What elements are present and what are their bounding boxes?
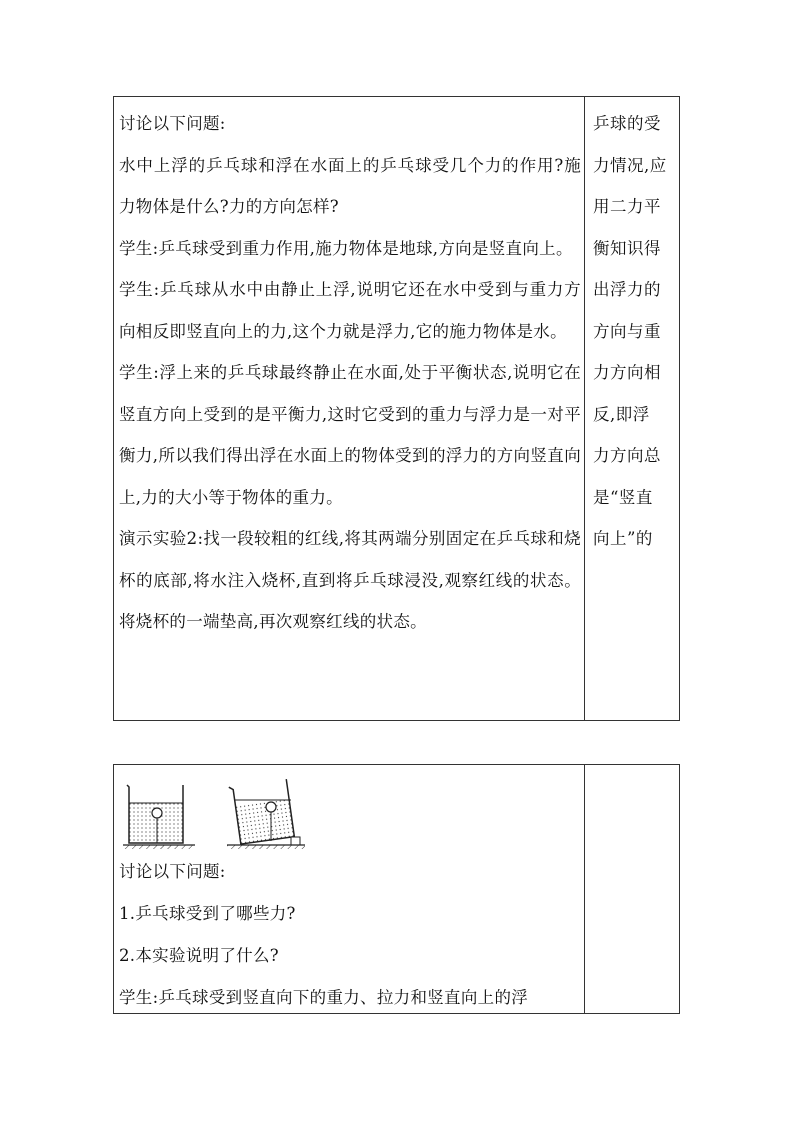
side-note-column [585,765,679,1013]
side-note-line: 乒球的受 [593,114,661,133]
main-column [114,97,585,720]
experiment-2-paragraph: 演示实验2:找一段较粗的红线,将其两端分别固定在乒乓球和烧杯的底部,将水注入烧杯,直到将乒乓球浸没,观察红线的状态。将烧杯的一端垫高,再次观察红线的状态。 [119,529,581,631]
side-note-line: 力方向相 [593,363,661,382]
discussion-heading: 讨论以下问题: [119,862,226,881]
side-note-line: 是“竖直 [593,487,653,507]
side-note-line: 衡知识得 [593,238,661,258]
upright-beaker [123,785,195,849]
side-note-line: 方向与重 [593,321,661,341]
discussion-heading: 讨论以下问题: [119,114,226,133]
student-answer-3: 学生:浮上来的乒乓球最终静止在水面,处于平衡状态,说明它在竖直方向上受到的是平衡力,这时它受到的重力与浮力是一对平衡力,所以我们得出浮在水面上的物体受到的浮力的方向竖直向上,力的大小等于物体的重力。 [119,363,581,507]
student-answer-2: 学生:乒乓球从水中由静止上浮,说明它还在水中受到与重力方向相反即竖直向上的力,这个力就是浮力,它的施力物体是水。 [119,280,581,341]
side-note-line: 反,即浮 [593,404,650,424]
side-note-line: 力情况,应 [593,155,667,175]
side-note-line: 出浮力的 [593,280,661,299]
side-note-column [585,97,679,720]
question-paragraph: 水中上浮的乒乓球和浮在水面上的乒乓球受几个力的作用?施力物体是什么?力的方向怎样? [119,155,581,216]
tilted-beaker [227,779,305,849]
lesson-table-1 [113,96,680,721]
lesson-table-2 [113,764,680,1014]
beaker-experiment-diagram [121,775,321,851]
question-1: 1.乒乓球受到了哪些力? [119,904,296,923]
question-2: 2.本实验说明了什么? [119,946,279,965]
main-column [114,765,585,1013]
student-answer-1: 学生:乒乓球受到重力作用,施力物体是地球,方向是竖直向上。 [119,238,573,258]
student-answer: 学生:乒乓球受到竖直向下的重力、拉力和竖直向上的浮 [119,988,529,1007]
side-note-line: 向上”的 [593,529,653,548]
side-note-line: 力方向总 [593,446,661,465]
beaker-figure [119,771,581,851]
side-note-line: 用二力平 [593,197,661,216]
